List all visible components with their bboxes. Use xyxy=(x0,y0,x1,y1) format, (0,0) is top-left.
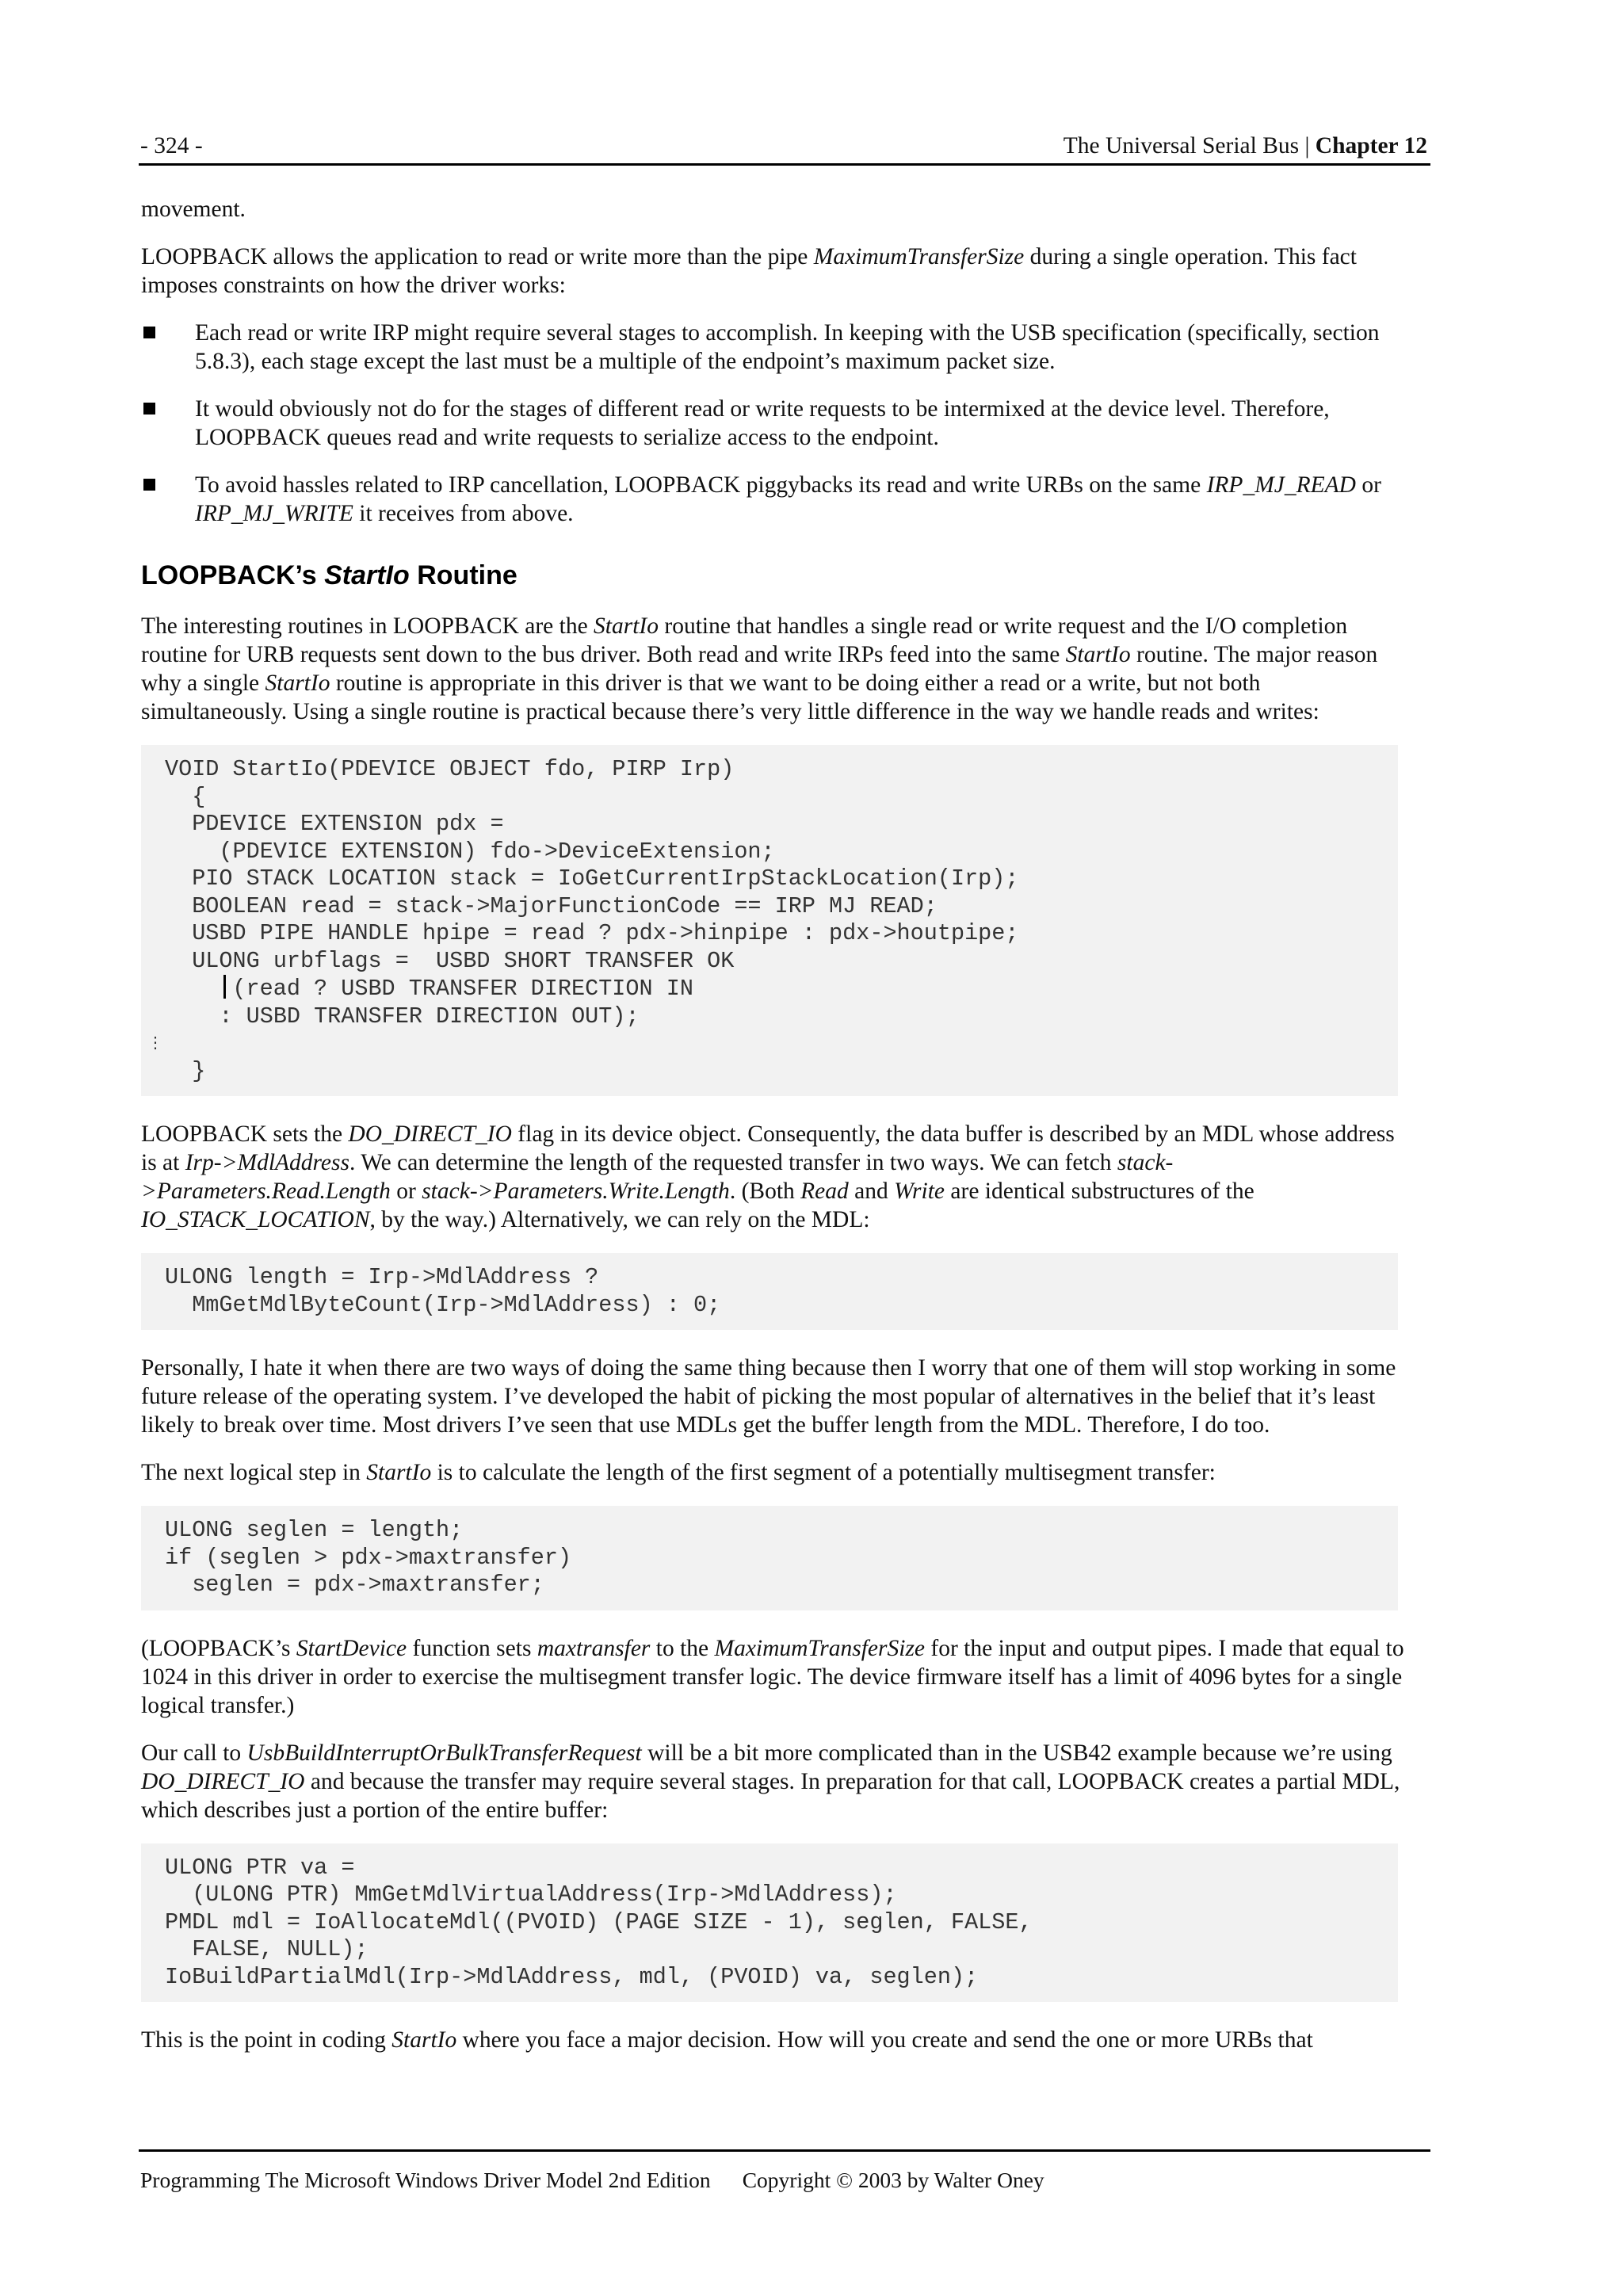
page-number: - 324 - xyxy=(140,133,203,159)
heading-text: Routine xyxy=(409,560,517,590)
text-run: where you face a major decision. How will you create and send the one or more URBs that xyxy=(456,2027,1313,2053)
footer-book-title: Programming The Microsoft Windows Driver Model 2nd Edition xyxy=(140,2168,711,2192)
text-run: To avoid hassles related to IRP cancellation, LOOPBACK piggybacks its read and write URBs on the same xyxy=(195,472,1207,498)
text-run: during a single operation. This fact imposes constraints on how the driver works: xyxy=(141,244,1357,298)
text-run: routine. The major reason why a single xyxy=(141,642,1378,696)
bullet-square-icon xyxy=(143,403,155,415)
text-run: function sets xyxy=(407,1635,537,1661)
list-item-text: Each read or write IRP might require several stages to accomplish. In keeping with the USB specification (specifically, section 5.8.3), each stage except the last must be a multiple of the endpoint’s maximum packet size. xyxy=(195,320,1380,374)
bullet-square-icon xyxy=(143,327,155,338)
code-line: : USBD TRANSFER DIRECTION OUT); xyxy=(165,1003,640,1030)
code-line: PDEVICE EXTENSION pdx = xyxy=(165,811,504,837)
text-run: , by the way.) Alternatively, we can rely on the MDL: xyxy=(369,1207,870,1232)
text-run: flag in its device object. Consequently, the data buffer is described by an MDL whose address is at xyxy=(141,1121,1395,1175)
footer-copyright: Copyright © 2003 by Walter Oney xyxy=(742,2168,1044,2192)
list-item xyxy=(141,319,1409,376)
code-block-mdl: ULONG PTR va = (ULONG PTR) MmGetMdlVirtualAddress(Irp->MdlAddress); PMDL mdl = IoAllocateMdl((PVOID) (PAGE SIZE - 1), seglen, FALSE, FALSE, NULL); IoBuildPartialMdl(Irp->MdlAddress, mdl, (PVOID) va, seglen); xyxy=(141,1843,1398,2003)
text-run: This is the point in coding xyxy=(141,2027,392,2053)
page-header xyxy=(139,132,1430,166)
vertical-ellipsis-icon: ⋮ xyxy=(147,1034,163,1052)
heading-text: LOOPBACK’s xyxy=(141,560,325,590)
italic-term: MaximumTransferSize xyxy=(813,244,1025,269)
italic-term: Irp->MdlAddress xyxy=(185,1150,349,1175)
text-run: and because the transfer may require several stages. In preparation for that call, LOOPBACK creates a partial MDL, which describes just a portion of the entire buffer: xyxy=(141,1768,1400,1823)
italic-term: DO_DIRECT_IO xyxy=(141,1768,305,1794)
bullet-square-icon xyxy=(143,479,155,491)
paragraph-intro xyxy=(141,243,1409,300)
code-line: ULONG urbflags = USBD SHORT TRANSFER OK xyxy=(165,947,735,974)
text-run: routine that handles a single read or write request and the I/O completion routine for URB requests sent down to the bus driver. Both read and write IRPs feed into the same xyxy=(141,613,1348,667)
code-block-startio xyxy=(141,745,1398,1096)
paragraph-personally: Personally, I hate it when there are two ways of doing the same thing because then I worry that one of them will stop working in some future release of the operating system. I’ve developed the habit of picking the most popular of alternatives in the belief that it’s least likely to break over time. Most drivers I’ve seen that use MDLs get the buffer length from the MDL. Therefore, I do too. xyxy=(141,1355,1396,1438)
italic-term: maxtransfer xyxy=(537,1635,651,1661)
code-line: VOID StartIo(PDEVICE OBJECT fdo, PIRP Irp) xyxy=(165,756,735,782)
code-block-length: ULONG length = Irp->MdlAddress ? MmGetMdlByteCount(Irp->MdlAddress) : 0; xyxy=(141,1253,1398,1330)
running-title-text: The Universal Serial Bus | xyxy=(1063,133,1316,159)
constraint-list xyxy=(141,319,1409,528)
code-line: { xyxy=(165,783,206,810)
text-run: or xyxy=(390,1179,422,1204)
text-run: it receives from above. xyxy=(353,501,574,526)
italic-term: Read xyxy=(800,1179,849,1204)
italic-term: StartIo xyxy=(594,613,659,639)
italic-term: Write xyxy=(894,1179,945,1204)
text-run: LOOPBACK allows the application to read or write more than the pipe xyxy=(141,244,814,269)
text-run: is to calculate the length of the first segment of a potentially multisegment transfer: xyxy=(431,1460,1216,1485)
code-line: PIO STACK LOCATION stack = IoGetCurrentIrpStackLocation(Irp); xyxy=(165,865,1019,892)
italic-term: stack->Parameters.Write.Length xyxy=(422,1179,730,1204)
text-run: or xyxy=(1355,472,1381,498)
pipe-bar xyxy=(223,975,226,999)
chapter-label: Chapter 12 xyxy=(1315,133,1427,159)
text-run: Our call to xyxy=(141,1740,247,1766)
italic-term: MaximumTransferSize xyxy=(714,1635,926,1661)
code-line: BOOLEAN read = stack->MajorFunctionCode == IRP MJ READ; xyxy=(165,892,938,919)
italic-term: IO_STACK_LOCATION xyxy=(141,1207,370,1232)
text-run: LOOPBACK sets the xyxy=(141,1121,349,1147)
italic-term: StartIo xyxy=(366,1460,432,1485)
paragraph-partial-mdl xyxy=(141,1739,1409,1824)
text-run: for the input and output pipes. I made that equal to 1024 in this driver in order to exercise the multisegment transfer logic. The device firmware itself has a limit of 4096 bytes for a single logical transfer.) xyxy=(141,1635,1404,1718)
page-footer xyxy=(139,2149,1430,2195)
code-line: (PDEVICE EXTENSION) fdo->DeviceExtension; xyxy=(165,838,775,865)
list-item xyxy=(141,471,1409,528)
text-run: . (Both xyxy=(729,1179,801,1204)
code-line: (read ? USBD TRANSFER DIRECTION IN xyxy=(232,976,693,1002)
text-run: will be a bit more complicated than in the USB42 example because we’re using xyxy=(641,1740,1392,1766)
italic-term: StartDevice xyxy=(296,1635,407,1661)
code-line: USBD PIPE HANDLE hpipe = read ? pdx->hinpipe : pdx->houtpipe; xyxy=(165,920,1019,946)
text-run: to the xyxy=(650,1635,715,1661)
italic-term: StartIo xyxy=(265,670,330,696)
list-item-text: It would obviously not do for the stages of different read or write requests to be intermixed at the device level. Therefore, LOOPBACK queues read and write requests to serialize access to the endpoint. xyxy=(195,396,1330,450)
italic-term: stack->Parameters.Read.Length xyxy=(141,1150,1174,1204)
text-run: (LOOPBACK’s xyxy=(141,1635,296,1661)
list-item xyxy=(141,395,1409,452)
paragraph-startio-intro xyxy=(141,612,1409,726)
section-heading xyxy=(141,560,1409,591)
page-content xyxy=(141,195,1409,2073)
italic-term: IRP_MJ_READ xyxy=(1206,472,1356,498)
text-run: are identical substructures of the xyxy=(945,1179,1254,1204)
code-line: } xyxy=(165,1057,206,1084)
paragraph-decision xyxy=(141,2026,1409,2054)
italic-term: DO_DIRECT_IO xyxy=(348,1121,512,1147)
text-run: The interesting routines in LOOPBACK are the xyxy=(141,613,594,639)
paragraph-movement: movement. xyxy=(141,197,246,222)
code-block-seglen: ULONG seglen = length; if (seglen > pdx->maxtransfer) seglen = pdx->maxtransfer; xyxy=(141,1506,1398,1610)
text-run: . We can determine the length of the requested transfer in two ways. We can fetch xyxy=(349,1150,1117,1175)
paragraph-next-step xyxy=(141,1458,1409,1487)
text-run: and xyxy=(848,1179,895,1204)
running-title xyxy=(1064,132,1427,160)
italic-term: IRP_MJ_WRITE xyxy=(195,501,353,526)
italic-term: UsbBuildInterruptOrBulkTransferRequest xyxy=(246,1740,642,1766)
paragraph-maxtransfer xyxy=(141,1634,1409,1720)
text-run: routine is appropriate in this driver is that we want to be doing either a read or a write, but not both simultaneously. Using a single routine is practical because there’s very little difference in the way we handle reads and writes: xyxy=(141,670,1319,724)
text-run: The next logical step in xyxy=(141,1460,367,1485)
italic-term: StartIo xyxy=(1065,642,1131,667)
heading-italic: StartIo xyxy=(324,560,410,590)
italic-term: StartIo xyxy=(391,2027,457,2053)
paragraph-direct-io xyxy=(141,1120,1409,1234)
